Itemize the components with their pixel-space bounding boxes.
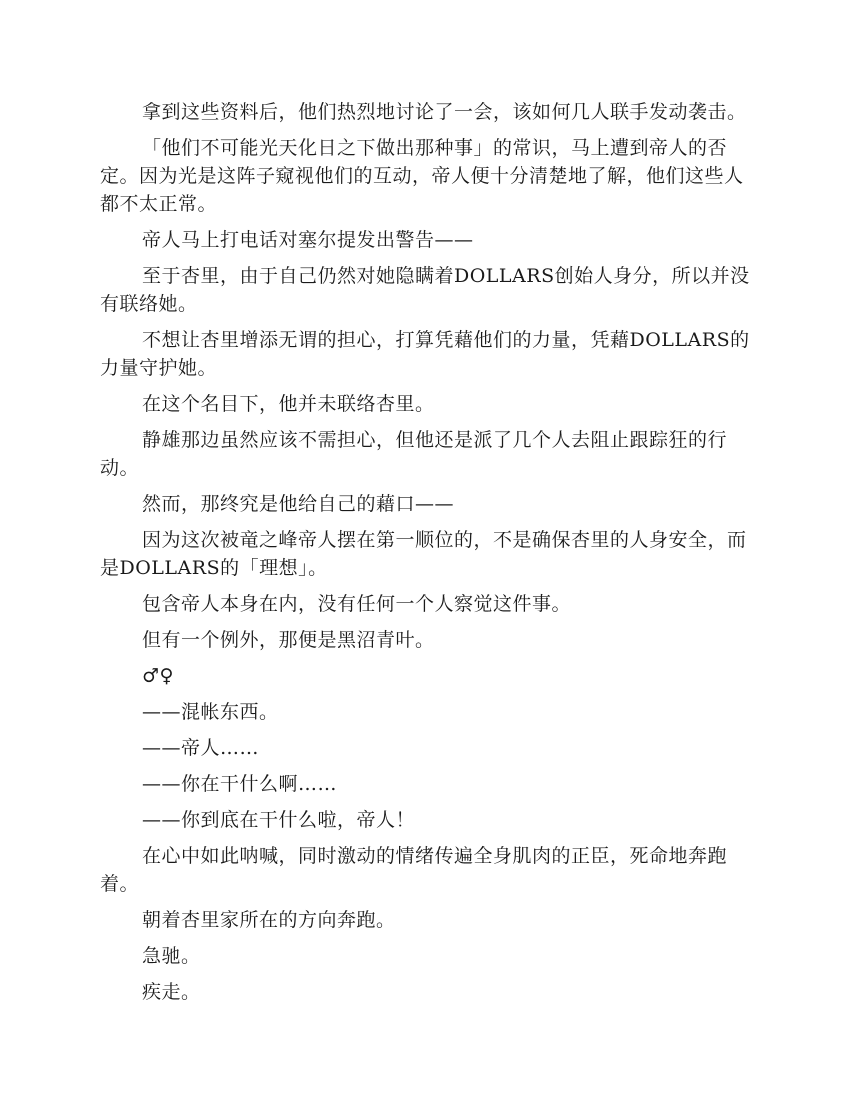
paragraph: 然而，那终究是他给自己的藉口—— [142,493,455,515]
paragraph: 包含帝人本身在内，没有任何一个人察觉这件事。 [142,593,572,615]
document-page [100,98,750,1014]
dialogue-line: ——你到底在干什么啦，帝人！ [142,809,416,831]
paragraph: 不想让杏里增添无谓的担心，打算凭藉他们的力量，凭藉DOLLARS的力量守护她。 [100,329,750,379]
dialogue-line: ——混帐东西。 [142,701,279,723]
paragraph: 帝人马上打电话对塞尔提发出警告—— [142,229,474,251]
paragraph: 在心中如此呐喊，同时激动的情绪传遍全身肌肉的正臣，死命地奔跑着。 [100,845,728,895]
paragraph: 在这个名目下，他并未联络杏里。 [142,393,435,415]
paragraph: 至于杏里，由于自己仍然对她隐瞒着DOLLARS创始人身分，所以并没有联络她。 [100,265,750,315]
dialogue-line: ——帝人…… [142,737,260,759]
scene-break-symbol: ♂♀ [142,665,174,687]
paragraph: 急驰。 [142,945,201,967]
paragraph: 但有一个例外，那便是黑沼青叶。 [142,629,435,651]
paragraph: 疾走。 [142,981,201,1003]
paragraph: 拿到这些资料后，他们热烈地讨论了一会，该如何几人联手发动袭击。 [142,101,747,123]
dialogue-line: ——你在干什么啊…… [142,773,338,795]
paragraph: 静雄那边虽然应该不需担心，但他还是派了几个人去阻止跟踪狂的行动。 [100,429,728,479]
paragraph: 朝着杏里家所在的方向奔跑。 [142,909,396,931]
paragraph: 「他们不可能光天化日之下做出那种事」的常识，马上遭到帝人的否定。因为光是这阵子窥视他们的互动，帝人便十分清楚地了解，他们这些人都不太正常。 [100,137,744,215]
paragraph: 因为这次被竜之峰帝人摆在第一顺位的，不是确保杏里的人身安全，而是DOLLARS的「理想」。 [100,529,747,579]
